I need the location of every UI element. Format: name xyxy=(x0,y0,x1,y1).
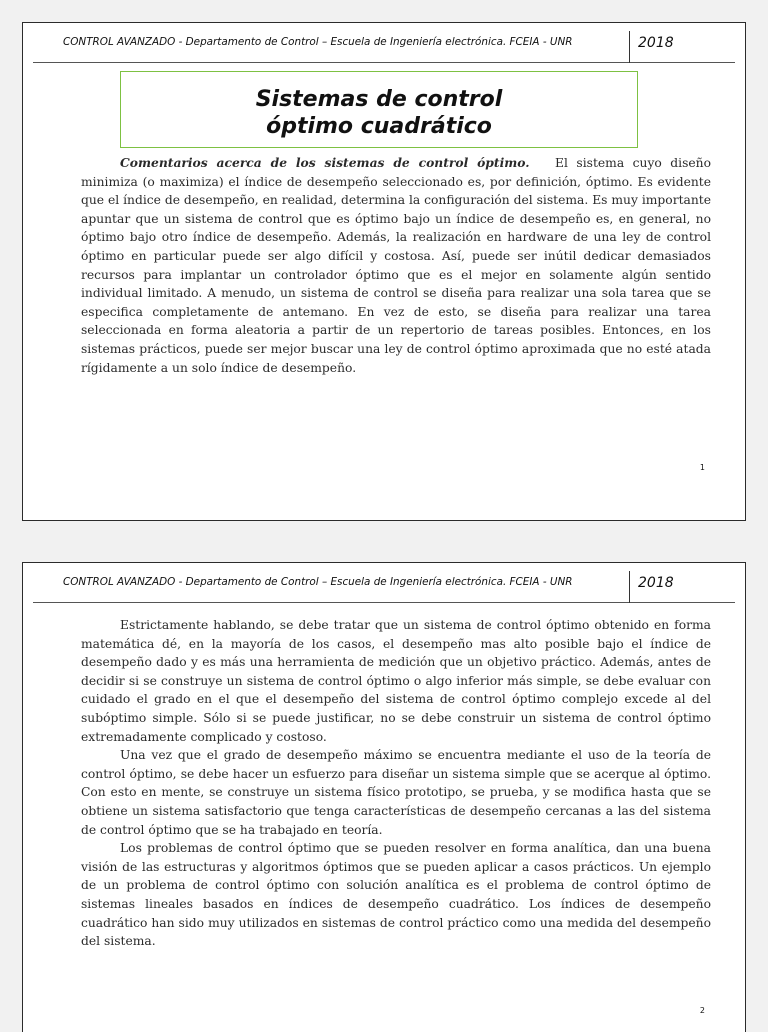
page-number: 1 xyxy=(699,463,705,472)
header-text: CONTROL AVANZADO - Departamento de Control – Escuela de Ingeniería electrónica. FCEIA - UNR xyxy=(63,576,573,588)
paragraph: Los problemas de control óptimo que se pueden resolver en forma analítica, dan una buena visión de las estructuras y algoritmos óptimos que se pueden aplicar a casos prácticos. Un ejemplo de un problema de control óptimo con solución analítica es el problema de control óptimo de sistemas lineales basados en índices de desempeño cuadrático. Los índices de desempeño cuadrático han sido muy utilizados en sistemas de control práctico como una medida del desempeño del sistema. xyxy=(81,841,711,949)
page-header xyxy=(33,34,735,63)
header-divider xyxy=(629,571,630,603)
header-year: 2018 xyxy=(638,35,674,51)
paragraph: Una vez que el grado de desempeño máximo se encuentra mediante el uso de la teoría de control óptimo, se debe hacer un esfuerzo para diseñar un sistema simple que se acerque al óptimo. Con esto en mente, se construye un sistema físico prototipo, se prueba, y se modifica hasta que se obtiene un sistema satisfactorio que tenga características de desempeño cercanas a las del sistema de control óptimo que se ha trabajado en teoría. xyxy=(81,748,711,837)
header-year: 2018 xyxy=(638,575,674,591)
paragraph xyxy=(81,154,711,377)
title-line-1: Sistemas de control xyxy=(255,87,503,112)
title-box xyxy=(120,71,638,148)
header-divider xyxy=(629,31,630,63)
body-text xyxy=(81,616,711,951)
title-line-2: óptimo cuadrático xyxy=(266,114,492,139)
paragraph: Estrictamente hablando, se debe tratar que un sistema de control óptimo obtenido en forma matemática dé, en la mayoría de los casos, el desempeño mas alto posible bajo el índice de desempeño dado y es más una herramienta de medición que un objetivo práctico. Además, antes de decidir si se construye un sistema de control óptimo o algo inferior más simple, se debe evaluar con cuidado el grado en el que el desempeño del sistema de control óptimo complejo excede al del subóptimo simple. Sólo si se puede justificar, no se debe construir un sistema de control óptimo extremadamente complicado y costoso. xyxy=(81,618,711,744)
body-text xyxy=(81,154,711,377)
page-number: 2 xyxy=(699,1006,705,1015)
page-1 xyxy=(22,22,746,521)
lead-phrase: Comentarios acerca de los sistemas de control óptimo. xyxy=(120,155,530,170)
paragraph-text: El sistema cuyo diseño minimiza (o maximiza) el índice de desempeño seleccionado es, por definición, óptimo. Es evidente que el índice de desempeño, en realidad, determina la configuración del sistema. Es muy importante apuntar que un sistema de control que es óptimo bajo un índice de desempeño es, en general, no óptimo bajo otro índice de desempeño. Además, la realización en hardware de una ley de control óptimo en particular puede ser algo difícil y costosa. Así, puede ser inútil dedicar demasiados recursos para implantar un controlador óptimo que es el mejor en solamente algún sentido individual limitado. A menudo, un sistema de control se diseña para realizar una sola tarea que se especifica completamente de antemano. En vez de esto, se diseña para realizar una tarea seleccionada en forma aleatoria a partir de un repertorio de tareas posibles. Entonces, en los sistemas prácticos, puede ser mejor buscar una ley de control óptimo aproximada que no esté atada rígidamente a un solo índice de desempeño. xyxy=(81,156,711,375)
page-header xyxy=(33,574,735,603)
page-2 xyxy=(22,562,746,1032)
header-text: CONTROL AVANZADO - Departamento de Control – Escuela de Ingeniería electrónica. FCEIA - UNR xyxy=(63,36,573,48)
